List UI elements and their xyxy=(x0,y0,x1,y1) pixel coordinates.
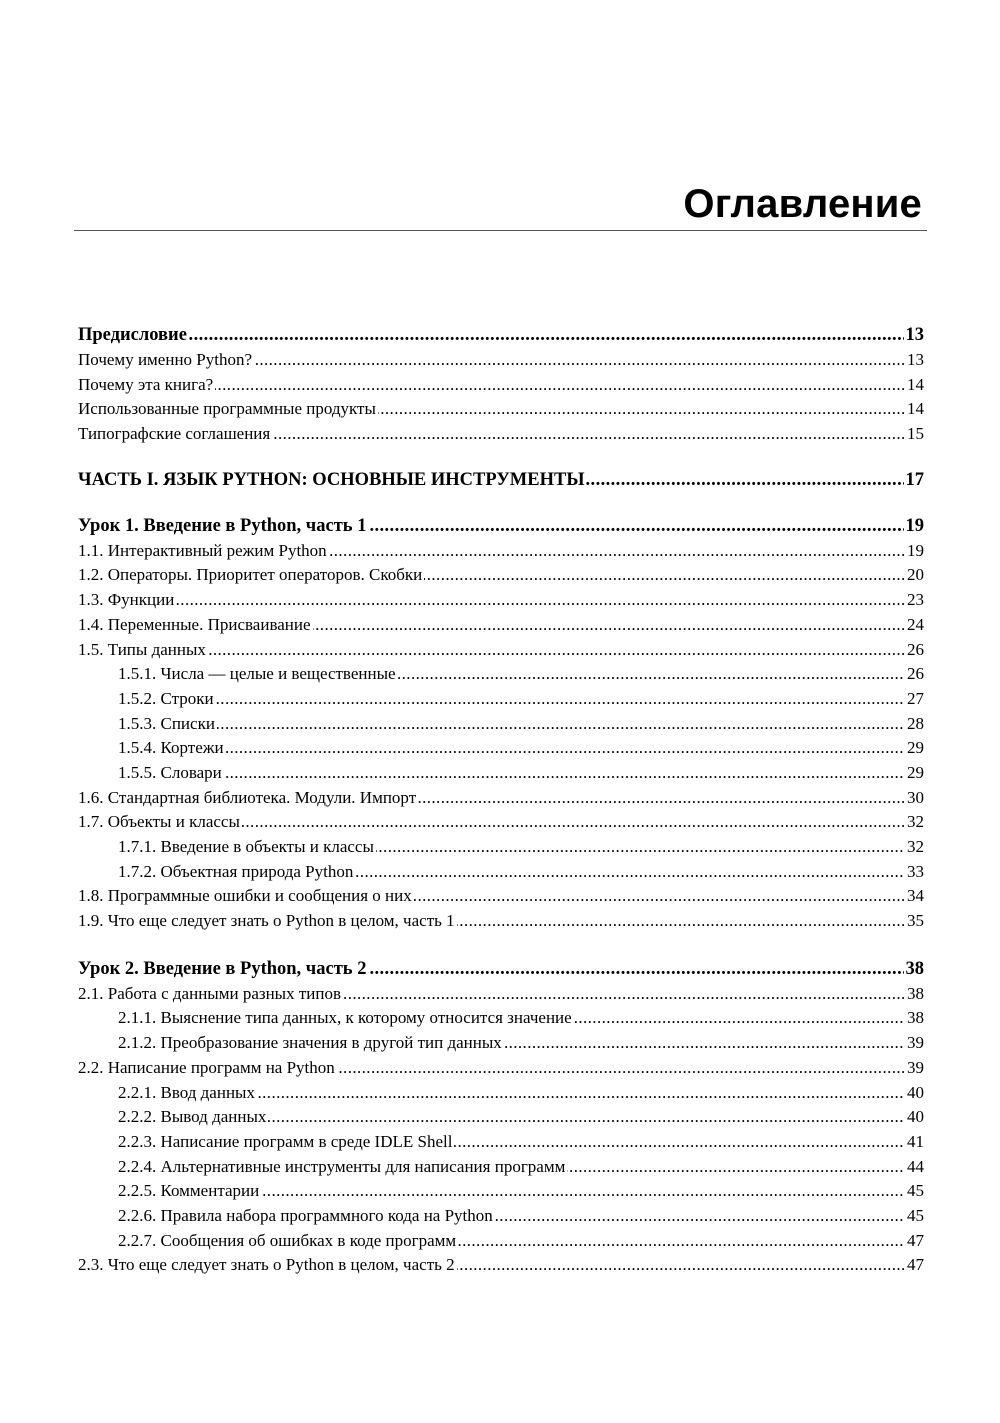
toc-entry[interactable] xyxy=(78,638,924,663)
toc-entry-label: 1.5.3. Списки xyxy=(118,713,215,733)
toc-entry-label: 1.5.4. Кортежи xyxy=(118,738,224,758)
toc-subentry[interactable] xyxy=(78,1081,924,1106)
toc-entry-label: 1.1. Интерактивный режим Python xyxy=(78,540,327,560)
toc-entry-label: 2.1.2. Преобразование значения в другой тип данных xyxy=(118,1033,502,1053)
title-divider xyxy=(74,230,927,231)
toc-entry[interactable] xyxy=(78,397,924,422)
toc-subentry[interactable] xyxy=(78,1031,924,1056)
toc-subentry[interactable] xyxy=(78,860,924,885)
toc-page-number: 44 xyxy=(905,1155,924,1179)
toc-page-number: 24 xyxy=(905,613,924,637)
toc-page-number: 32 xyxy=(905,835,924,859)
dot-leader xyxy=(118,736,924,760)
toc-entry[interactable] xyxy=(78,613,924,638)
toc-entry-label: 1.9. Что еще следует знать о Python в целом, часть 1 xyxy=(78,911,455,931)
toc-page-number: 19 xyxy=(904,513,925,539)
toc-page-number: 19 xyxy=(905,539,924,563)
toc-page-number: 28 xyxy=(905,712,924,736)
toc-entry-label: 1.5. Типы данных xyxy=(78,639,206,659)
toc-entry-label: 1.3. Функции xyxy=(78,590,175,610)
toc-page-number: 45 xyxy=(905,1179,924,1203)
toc-entry[interactable] xyxy=(78,588,924,613)
toc-entry[interactable] xyxy=(78,422,924,447)
toc-page-number: 41 xyxy=(905,1130,924,1154)
toc-page-number: 35 xyxy=(905,909,924,933)
toc-subentry[interactable] xyxy=(78,835,924,860)
toc-entry-label: ЧАСТЬ I. ЯЗЫК PYTHON: ОСНОВНЫЕ ИНСТРУМЕНТЫ xyxy=(78,469,585,490)
toc-page-number: 29 xyxy=(905,736,924,760)
toc-page-number: 13 xyxy=(905,348,924,372)
table-of-contents xyxy=(78,322,924,1278)
toc-entry-label: 1.5.5. Словари xyxy=(118,762,222,782)
toc-page-number: 23 xyxy=(905,588,924,612)
toc-entry-label: 2.2.6. Правила набора программного кода на Python xyxy=(118,1205,493,1225)
toc-page-number: 47 xyxy=(905,1229,924,1253)
toc-entry-label: 2.2.5. Комментарии xyxy=(118,1181,260,1201)
toc-subentry[interactable] xyxy=(78,761,924,786)
toc-page-number: 20 xyxy=(905,563,924,587)
toc-entry-label: 1.5.1. Числа — целые и вещественные xyxy=(118,664,396,684)
toc-page-number: 27 xyxy=(905,687,924,711)
toc-entry-label: Типографские соглашения xyxy=(78,424,271,444)
toc-entry[interactable] xyxy=(78,909,924,934)
toc-entry-label: 2.2.1. Ввод данных xyxy=(118,1082,255,1102)
toc-entry[interactable] xyxy=(78,348,924,373)
dot-leader xyxy=(78,322,924,348)
toc-entry[interactable] xyxy=(78,1056,924,1081)
toc-entry[interactable] xyxy=(78,539,924,564)
toc-entry-preface[interactable] xyxy=(78,322,924,348)
toc-page-number: 38 xyxy=(904,956,925,982)
toc-entry[interactable] xyxy=(78,786,924,811)
toc-entry-label: 1.6. Стандартная библиотека. Модули. Импорт xyxy=(78,787,417,807)
toc-entry-label: 1.8. Программные ошибки и сообщения о них xyxy=(78,886,412,906)
dot-leader xyxy=(118,712,924,736)
toc-entry-label: 1.2. Операторы. Приоритет операторов. Скобки xyxy=(78,565,423,585)
toc-entry-label: 1.7. Объекты и классы xyxy=(78,812,240,832)
toc-subentry[interactable] xyxy=(78,1130,924,1155)
toc-entry[interactable] xyxy=(78,373,924,398)
toc-page-number: 14 xyxy=(905,373,924,397)
toc-entry-label: 1.5.2. Строки xyxy=(118,688,214,708)
toc-page-number: 39 xyxy=(905,1031,924,1055)
toc-subentry[interactable] xyxy=(78,1006,924,1031)
toc-subentry[interactable] xyxy=(78,1229,924,1254)
toc-page-number: 40 xyxy=(905,1105,924,1129)
toc-entry[interactable] xyxy=(78,810,924,835)
toc-page-number: 39 xyxy=(905,1056,924,1080)
toc-entry-label: Урок 2. Введение в Python, часть 2 xyxy=(78,958,367,979)
toc-page-number: 17 xyxy=(904,467,925,493)
toc-entry-label: 2.3. Что еще следует знать о Python в целом, часть 2 xyxy=(78,1255,455,1275)
toc-page-number: 32 xyxy=(905,810,924,834)
toc-entry[interactable] xyxy=(78,1253,924,1278)
toc-page-number: 33 xyxy=(905,860,924,884)
toc-subentry[interactable] xyxy=(78,1204,924,1229)
toc-page-number: 38 xyxy=(905,982,924,1006)
toc-page-number: 45 xyxy=(905,1204,924,1228)
spacer xyxy=(78,447,924,467)
toc-entry-label: 2.2.4. Альтернативные инструменты для написания программ xyxy=(118,1156,566,1176)
toc-subentry[interactable] xyxy=(78,736,924,761)
toc-entry-label: Использованные программные продукты xyxy=(78,399,376,419)
toc-entry-label: 2.2. Написание программ на Python xyxy=(78,1057,335,1077)
dot-leader xyxy=(118,761,924,785)
toc-page-number: 34 xyxy=(905,884,924,908)
toc-entry-label: 1.7.2. Объектная природа Python xyxy=(118,861,354,881)
toc-entry-label: 2.1. Работа с данными разных типов xyxy=(78,983,342,1003)
toc-page-number: 13 xyxy=(904,322,925,348)
toc-subentry[interactable] xyxy=(78,687,924,712)
toc-subentry[interactable] xyxy=(78,1155,924,1180)
toc-entry-lesson-1[interactable] xyxy=(78,513,924,539)
toc-entry-label: 2.2.7. Сообщения об ошибках в коде программ xyxy=(118,1230,457,1250)
toc-page-number: 14 xyxy=(905,397,924,421)
toc-entry-label: Урок 1. Введение в Python, часть 1 xyxy=(78,515,367,536)
toc-entry-label: Предисловие xyxy=(78,325,187,345)
toc-subentry[interactable] xyxy=(78,712,924,737)
dot-leader xyxy=(118,687,924,711)
toc-page-number: 40 xyxy=(905,1081,924,1105)
toc-entry-label: 2.2.2. Вывод данных xyxy=(118,1107,267,1127)
toc-entry[interactable] xyxy=(78,982,924,1007)
toc-page-number: 38 xyxy=(905,1006,924,1030)
spacer xyxy=(78,934,924,956)
toc-page-number: 47 xyxy=(905,1253,924,1277)
spacer xyxy=(78,493,924,513)
toc-page-number: 29 xyxy=(905,761,924,785)
toc-page-number: 26 xyxy=(905,662,924,686)
toc-entry-lesson-2[interactable] xyxy=(78,956,924,982)
toc-subentry[interactable] xyxy=(78,1179,924,1204)
toc-entry-label: 1.4. Переменные. Присваивание xyxy=(78,614,311,634)
toc-entry[interactable] xyxy=(78,563,924,588)
page-title: Оглавление xyxy=(683,182,922,226)
toc-entry-label: Почему эта книга? xyxy=(78,374,214,394)
toc-subentry[interactable] xyxy=(78,1105,924,1130)
toc-entry-part-1[interactable] xyxy=(78,467,924,493)
toc-page-number: 15 xyxy=(905,422,924,446)
toc-entry-label: 2.1.1. Выяснение типа данных, к которому относится значение xyxy=(118,1008,572,1028)
toc-entry-label: 1.7.1. Введение в объекты и классы xyxy=(118,837,374,856)
toc-entry-label: Почему именно Python? xyxy=(78,350,253,369)
toc-entry[interactable] xyxy=(78,884,924,909)
toc-page-number: 30 xyxy=(905,786,924,810)
dot-leader xyxy=(78,588,924,612)
toc-entry-label: 2.2.3. Написание программ в среде IDLE Shell xyxy=(118,1131,453,1151)
toc-subentry[interactable] xyxy=(78,662,924,687)
toc-page-number: 26 xyxy=(905,638,924,662)
